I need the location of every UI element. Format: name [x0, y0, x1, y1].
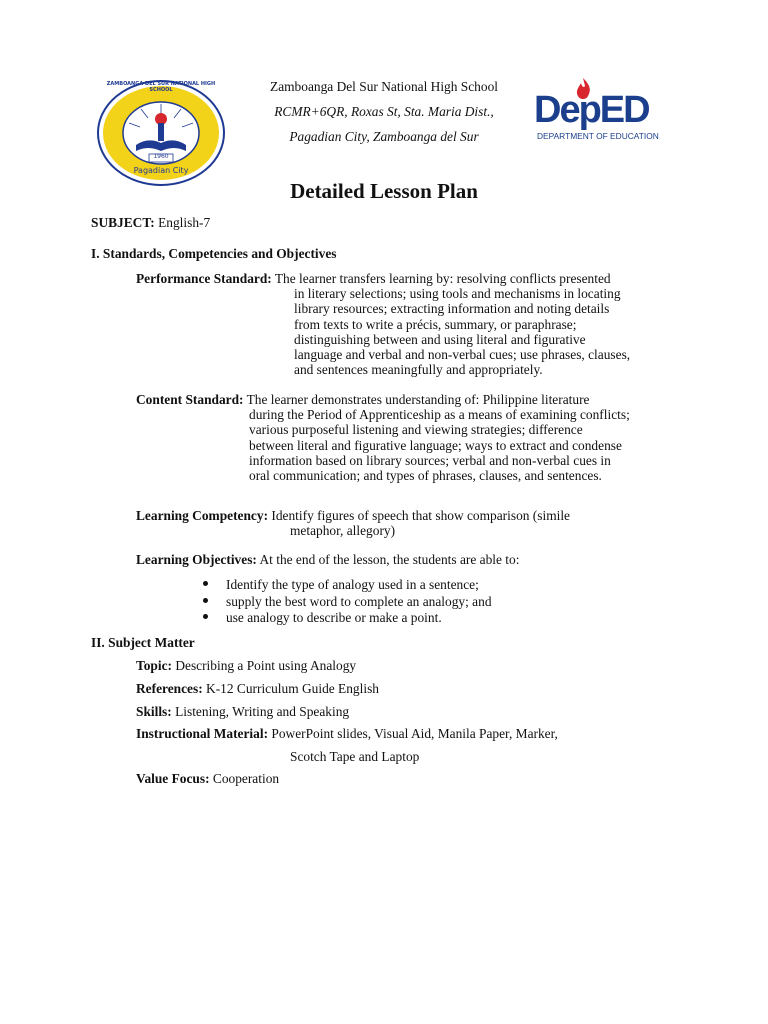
objective-item: use analogy to describe or make a point. — [226, 610, 442, 625]
content-standard-first-line — [136, 392, 589, 407]
content-standard-line: information based on library sources; verbal and non-verbal cues in — [249, 452, 611, 468]
deped-logo — [534, 78, 682, 148]
value-focus-line — [136, 771, 279, 786]
learning-competency-label: Learning Competency: — [136, 508, 269, 523]
value-focus-label: Value Focus: — [136, 771, 210, 786]
deped-wordmark: DepED — [534, 89, 649, 131]
learning-objectives-intro — [136, 552, 519, 567]
references-label: References: — [136, 681, 203, 696]
page-title: Detailed Lesson Plan — [290, 179, 478, 203]
content-standard-label: Content Standard: — [136, 392, 244, 407]
value-focus-value: Cooperation — [212, 771, 280, 786]
objective-item: supply the best word to complete an analogy; and — [226, 594, 492, 609]
section1-heading: I. Standards, Competencies and Objectives — [91, 246, 337, 261]
topic-label: Topic: — [136, 658, 172, 673]
subject-label: SUBJECT: — [91, 215, 155, 230]
content-standard-line: various purposeful listening and viewing strategies; difference — [249, 422, 583, 438]
content-standard-text: The learner demonstrates understanding of: Philippine literature — [246, 392, 590, 407]
content-standard-line: during the Period of Apprenticeship as a means of examining conflicts; — [249, 407, 630, 422]
seal-year: 1960 — [153, 153, 169, 160]
bullet-icon — [203, 598, 208, 603]
performance-standard-line: language and verbal and non-verbal cues; use phrases, clauses, — [294, 347, 631, 363]
subject-line — [91, 215, 210, 230]
performance-standard-line: library resources; extracting information and noting details — [294, 301, 610, 317]
section2-heading: II. Subject Matter — [91, 635, 195, 650]
learning-competency-line: metaphor, allegory) — [290, 523, 396, 538]
seal-city: Pagadian City — [133, 166, 189, 175]
performance-standard-line: and sentences meaningfully and appropriately. — [294, 362, 543, 378]
school-seal-logo — [96, 79, 226, 187]
school-address-line1: RCMR+6QR, Roxas St, Sta. Maria Dist., — [274, 104, 494, 119]
learning-competency-text: Identify figures of speech that show comparison (simile — [271, 508, 570, 523]
performance-standard-line: from texts to write a précis, summary, or paraphrase; — [294, 316, 577, 332]
bullet-icon — [203, 581, 208, 586]
content-standard-body — [249, 407, 630, 483]
bullet-icon — [203, 614, 208, 619]
instructional-material-line2: Scotch Tape and Laptop — [290, 749, 420, 764]
performance-standard-line: in literary selections; using tools and mechanisms in locating — [294, 286, 621, 301]
performance-standard-text: The learner transfers learning by: resolving conflicts presented — [274, 271, 611, 286]
learning-objectives-label: Learning Objectives: — [136, 552, 257, 567]
performance-standard-label: Performance Standard: — [136, 271, 272, 286]
skills-label: Skills: — [136, 704, 172, 719]
school-address-line2: Pagadian City, Zamboanga del Sur — [289, 129, 479, 144]
references-value: K-12 Curriculum Guide English — [206, 681, 379, 696]
topic-line — [136, 658, 356, 673]
performance-standard-first-line — [136, 271, 611, 286]
learning-objectives-text: At the end of the lesson, the students are able to: — [259, 552, 520, 567]
skills-value: Listening, Writing and Speaking — [175, 704, 350, 719]
subject-value: English-7 — [158, 215, 211, 230]
instructional-material-line — [136, 726, 558, 741]
seal-text: ZAMBOANGA DEL SUR NATIONAL HIGH SCHOOL — [106, 81, 216, 93]
references-line — [136, 681, 379, 696]
content-standard-line: oral communication; and types of phrases, clauses, and sentences. — [249, 468, 602, 484]
skills-line — [136, 704, 349, 719]
deped-subtitle: DEPARTMENT OF EDUCATION — [537, 131, 659, 141]
learning-competency-first-line — [136, 508, 570, 523]
objective-item: Identify the type of analogy used in a sentence; — [226, 577, 479, 592]
instructional-material-label: Instructional Material: — [136, 726, 269, 741]
school-name: Zamboanga Del Sur National High School — [270, 79, 498, 94]
topic-value: Describing a Point using Analogy — [175, 658, 357, 673]
instructional-material-value: PowerPoint slides, Visual Aid, Manila Paper, Marker, — [271, 726, 558, 741]
performance-standard-line: distinguishing between and using literal and figurative — [294, 331, 586, 347]
content-standard-line: between literal and figurative language; ways to extract and condense — [249, 437, 622, 453]
performance-standard-body — [294, 286, 630, 378]
